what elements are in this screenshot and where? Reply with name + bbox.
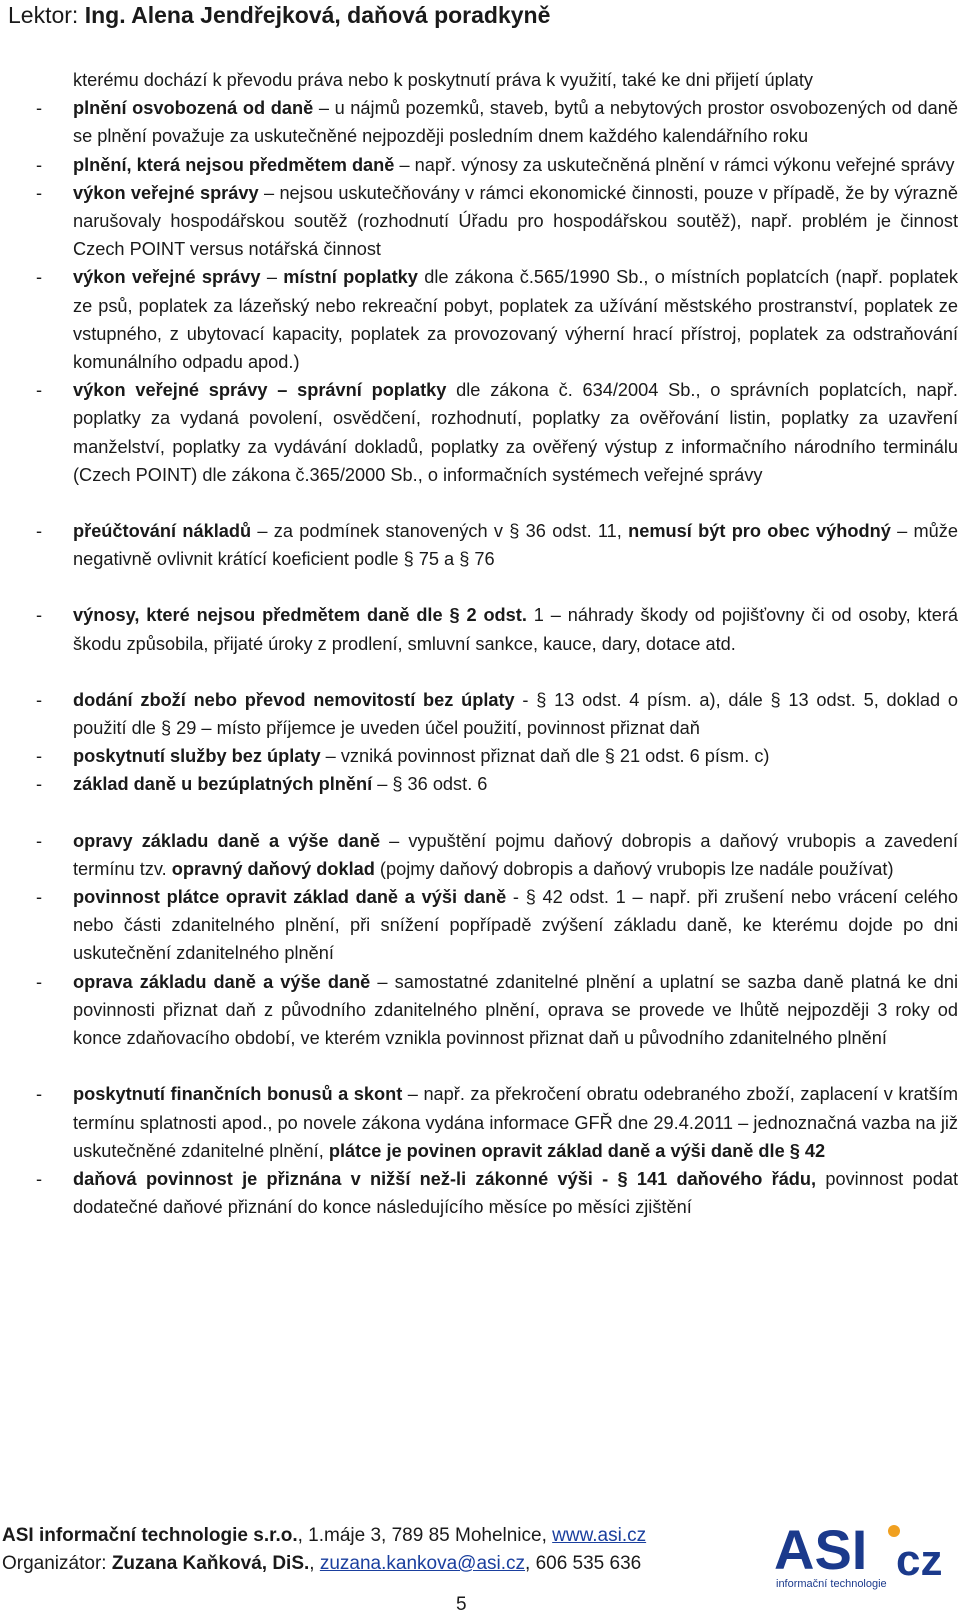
list-item	[36, 1165, 958, 1221]
bullet-dash: -	[36, 971, 43, 992]
bold-term: opravy základu daně a výše daně	[73, 830, 381, 851]
item-text: dle zákona č. 634/2004 Sb., o správních poplatcích, např. poplatky za vydaná povolení, osvědčení, rozhodnutí, poplatky za ověřování listin, poplatky za uzavření manželství, poplatky za vydávání dokladů, poplatky za ověřený výstup z informačního národního terminálu (Czech POINT) dle zákona č.365/2000 Sb., o informačních systémech veřejné správy	[73, 380, 958, 485]
page-number: 5	[456, 1594, 467, 1615]
bullet-dash: -	[36, 689, 43, 710]
list-item	[36, 179, 958, 264]
bullet-dash: -	[36, 521, 43, 542]
bold-term: dodání zboží nebo převod nemovitostí bez úplaty	[73, 689, 515, 710]
bullet-dash: -	[36, 746, 43, 767]
footer	[2, 1522, 646, 1578]
bold-term: daňová povinnost je přiznána v nižší než-li zákonné výši - § 141 daňového řádu,	[73, 1168, 817, 1189]
lecturer-header	[8, 0, 550, 30]
item-text: (pojmy daňový dobropis a daňový vrubopis lze nadále používat)	[374, 858, 894, 879]
bold-term: přeúčtování nákladů	[73, 521, 252, 542]
company-name: ASI informační technologie s.r.o.	[2, 1525, 298, 1546]
list-item	[36, 376, 958, 489]
phone-number: , 606 535 636	[525, 1553, 642, 1574]
bold-term: oprava základu daně a výše daně	[73, 971, 371, 992]
item-text: – např. výnosy za uskutečněná plnění v rámci výkonu veřejné správy	[394, 154, 955, 175]
item-text: - § 42 odst. 1 – např. při zrušení nebo vrácení celého nebo části zdanitelného plnění, při snížení popřípadě zvýšení základu daně, ke kterému dojde po dni uskutečnění zdanitelného plnění	[73, 887, 958, 964]
document-body	[36, 66, 958, 1221]
list-item	[36, 151, 958, 179]
website-link[interactable]: www.asi.cz	[552, 1525, 647, 1546]
item-text: dle zákona č.565/1990 Sb., o místních poplatcích (např. poplatek ze psů, poplatek za lázeňský nebo rekreační pobyt, poplatek za užívání městského prostranství, poplatek ze vstupného, z ubytovací kapacity, poplatek za provozovaný výherní hrací přístroj, poplatek za odstraňování komunálního odpadu apod.)	[73, 267, 958, 373]
item-text: – vzniká povinnost přiznat daň dle § 21 odst. 6 písm. c)	[320, 746, 770, 767]
organizer-name: Zuzana Kaňková, DiS.	[111, 1553, 310, 1574]
organizer-separator: ,	[309, 1553, 320, 1574]
list-item	[36, 968, 958, 1053]
bullet-dash: -	[36, 1084, 43, 1105]
bold-term: plnění osvobozená od daně	[73, 98, 314, 119]
logo-suffix: cz	[896, 1536, 943, 1585]
bold-term: plnění, která nejsou předmětem daně	[73, 154, 395, 175]
item-text: – samostatné zdanitelné plnění a uplatní se sazba daně platná ke dni povinnosti přiznat daň z původního zdanitelného plnění, oprava se provede ve lhůtě nejpozději 3 roky od konce zdaňovacího období, ve kterém vznikla povinnost přiznat daň u původního zdanitelného plnění	[73, 971, 959, 1049]
list-item	[36, 883, 958, 968]
company-address: , 1.máje 3, 789 85 Mohelnice,	[297, 1525, 553, 1546]
bullet-dash: -	[36, 1168, 43, 1189]
bold-term: plátce je povinen opravit základ daně a výši daně dle § 42	[328, 1140, 826, 1161]
list-item	[36, 742, 958, 770]
bullet-dash: -	[36, 182, 43, 203]
bullet-dash: -	[36, 887, 43, 908]
item-text: 1 – náhrady škody od pojišťovny či od osoby, která škodu způsobila, přijaté úroky z prodlení, smluvní sankce, kauce, dary, dotace atd.	[73, 605, 959, 654]
item-text: – může negativně ovlivnit krátící koeficient podle § 75 a § 76	[73, 521, 958, 570]
bold-term: nemusí být pro obec výhodný	[628, 521, 891, 542]
list-item	[36, 827, 958, 883]
list-item	[36, 263, 958, 376]
bullet-dash: -	[36, 830, 43, 851]
item-text: – za podmínek stanovených v § 36 odst. 11,	[251, 521, 629, 542]
item-text: – § 36 odst. 6	[372, 774, 488, 795]
bullet-dash: -	[36, 267, 43, 288]
bold-term: opravný daňový doklad	[171, 858, 375, 879]
footer-company-line	[2, 1522, 646, 1550]
list-item	[36, 94, 958, 150]
item-text: – např. za překročení obratu odebraného zboží, zaplacení v kratším termínu splatnosti apod., po novele zákona vydána informace GFŘ dne 29.4.2011 – jednoznačná vazba na již uskutečněné zdanitelné plnění,	[73, 1084, 958, 1161]
email-link[interactable]: zuzana.kankova@asi.cz	[319, 1553, 526, 1574]
bold-term: povinnost plátce opravit základ daně a výši daně	[73, 887, 507, 908]
lecturer-name: Ing. Alena Jendřejková, daňová poradkyně	[84, 2, 551, 28]
lecturer-label: Lektor:	[8, 2, 85, 28]
bold-term: základ daně u bezúplatných plnění	[73, 774, 373, 795]
bullet-list	[36, 94, 958, 1221]
footer-organizer-line	[2, 1550, 646, 1578]
list-item	[36, 517, 958, 573]
list-item	[36, 770, 958, 798]
intro-paragraph: kterému dochází k převodu práva nebo k poskytnutí práva k využití, také ke dni přijetí úplaty	[73, 70, 814, 90]
bold-term: výkon veřejné správy	[73, 267, 261, 288]
item-text: – u nájmů pozemků, staveb, bytů a nebytových prostor osvobozených od daně se plnění považuje za uskutečněné nejpozději posledním dnem každého kalendářního roku	[73, 98, 958, 147]
bullet-dash: -	[36, 380, 43, 401]
bold-term: výnosy, které nejsou předmětem daně dle § 2 odst.	[73, 605, 527, 626]
organizer-label: Organizátor:	[2, 1553, 112, 1574]
item-text: - § 13 odst. 4 písm. a), dále § 13 odst. 5, doklad o použití dle § 29 – místo příjemce je uveden účel použití, povinnost přiznat daň	[73, 689, 958, 739]
item-text: –	[260, 267, 284, 288]
bold-term: výkon veřejné správy	[73, 182, 259, 203]
item-text: povinnost podat dodatečné daňové přiznání do konce následujícího měsíce po měsíci zjištění	[73, 1168, 959, 1218]
bullet-dash: -	[36, 605, 43, 626]
item-text: – nejsou uskutečňovány v rámci ekonomické činnosti, pouze v případě, že by výrazně narušovaly hospodářskou soutěž (rozhodnutí Úřadu pro hospodářskou soutěž), např. problém je činnost Czech POINT versus notářská činnost	[73, 182, 959, 260]
bold-term: výkon veřejné správy – správní poplatky	[73, 380, 447, 401]
bold-term: místní poplatky	[283, 267, 418, 288]
bullet-dash: -	[36, 98, 43, 119]
logo-mark: ASI	[774, 1518, 868, 1581]
bold-term: poskytnutí finančních bonusů a skont	[73, 1084, 403, 1105]
bold-term: poskytnutí služby bez úplaty	[73, 746, 321, 767]
list-item	[36, 1080, 958, 1165]
bullet-dash: -	[36, 774, 43, 795]
logo-tagline: informační technologie	[776, 1578, 887, 1590]
item-text: – vypuštění pojmu daňový dobropis a daňový vrubopis a zavedení termínu tzv.	[73, 830, 959, 879]
list-item	[36, 601, 958, 657]
asi-logo	[772, 1517, 958, 1593]
list-item	[36, 686, 958, 742]
bullet-dash: -	[36, 154, 43, 175]
